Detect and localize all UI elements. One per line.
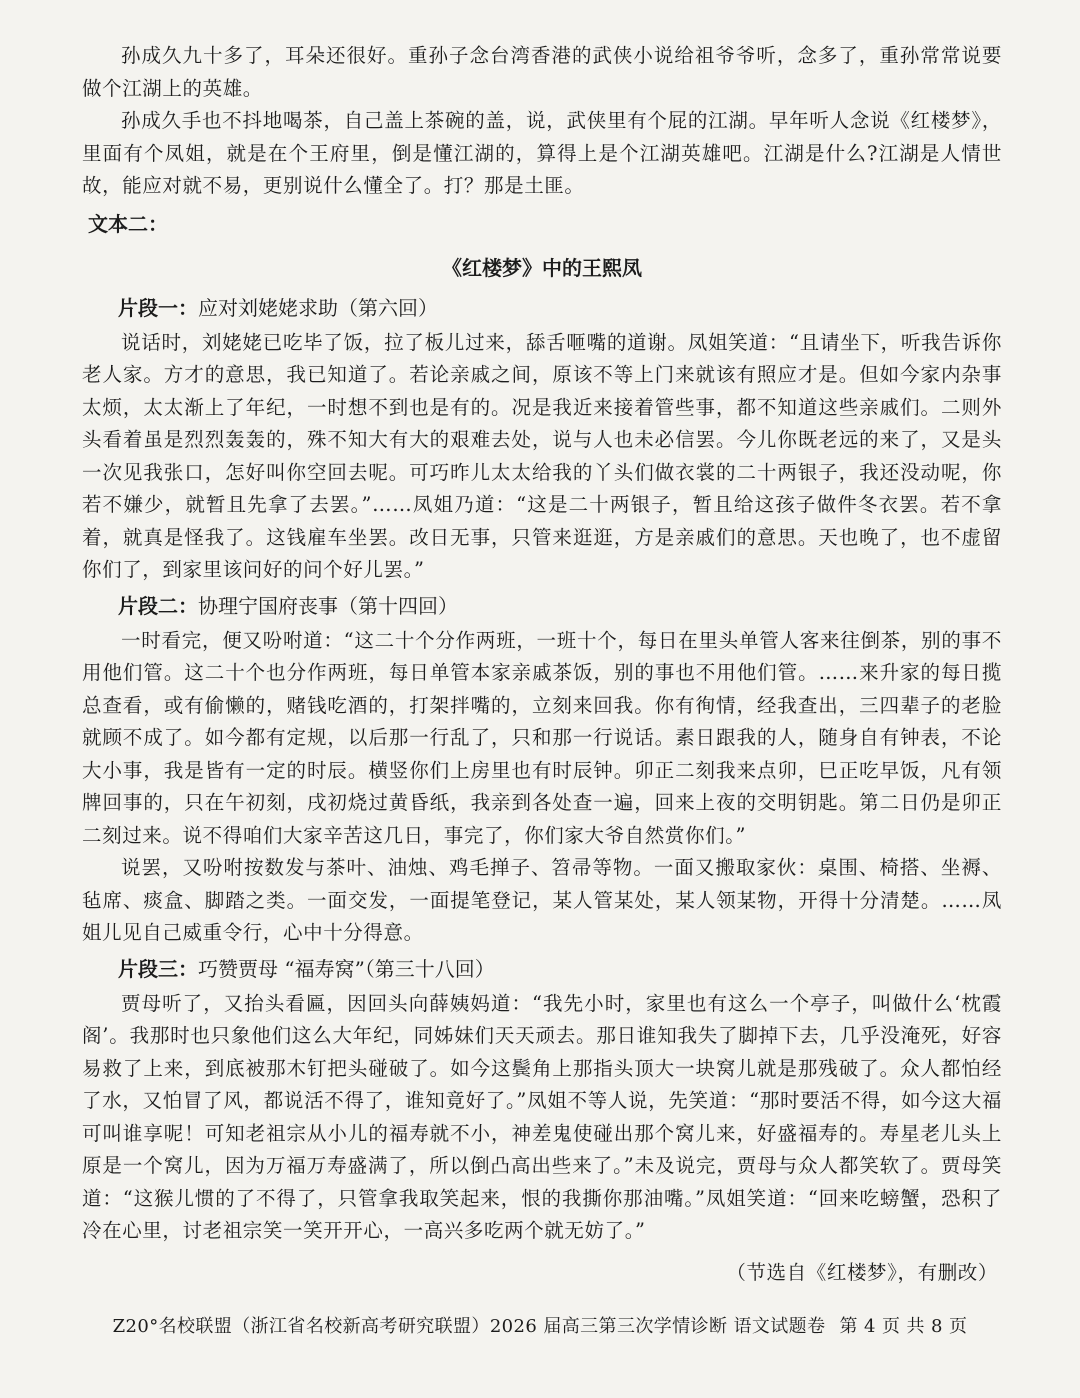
segment-title: 应对刘姥姥求助（第六回）	[198, 295, 438, 320]
segment-three	[82, 952, 1002, 1248]
page-footer	[0, 1312, 1080, 1338]
segment-title: 巧赞贾母 “福寿窝”（第三十八回）	[198, 956, 495, 981]
segment-heading	[118, 952, 1002, 986]
text-one-paragraph: 孙成久手也不抖地喝茶，自己盖上茶碗的盖，说，武侠里有个屁的江湖。早年听人念说《红楼梦》，里面有个凤姐，就是在个王府里，倒是懂江湖的，算得上是个江湖英雄吧。江湖是什么?江湖是人情世故，能应对就不易，更别说什么懂全了。打？那是土匪。	[82, 109, 1002, 197]
segment-label: 片段三：	[118, 956, 198, 981]
text-one	[82, 40, 1002, 203]
segment-title: 协理宁国府丧事（第十四回）	[198, 593, 458, 618]
page-number: 第 4 页 共 8 页	[839, 1316, 968, 1337]
segment-paragraph: 说罢，又吩咐按数发与茶叶、油烛、鸡毛掸子、笤帚等物。一面又搬取家伙：桌围、椅搭、坐褥、毡席、痰盒、脚踏之类。一面交发，一面提笔登记，某人管某处，某人领某物，开得十分清楚。……凤姐儿见自己威重令行，心中十分得意。	[82, 856, 1002, 944]
segment-heading	[118, 589, 1002, 623]
exam-title: Z20°名校联盟（浙江省名校新高考研究联盟）2026 届高三第三次学情诊断 语文试题卷	[112, 1316, 826, 1337]
segment-paragraph: 一时看完，便又吩咐道：“这二十个分作两班，一班十个，每日在里头单管人客来往倒茶，别的事不用他们管。这二十个也分作两班，每日单管本家亲戚茶饭，别的事也不用他们管。……来升家的每日揽总查看，或有偷懒的，赌钱吃酒的，打架拌嘴的，立刻来回我。你有徇情，经我查出，三四辈子的老脸就顾不成了。如今都有定规，以后那一行乱了，只和那一行说话。素日跟我的人，随身自有钟表，不论大小事，我是皆有一定的时辰。横竖你们上房里也有时辰钟。卯正二刻我来点卯，巳正吃早饭，凡有领牌回事的，只在午初刻，戌初烧过黄昏纸，我亲到各处查一遍，回来上夜的交明钥匙。第二日仍是卯正二刻过来。说不得咱们大家辛苦这几日，事完了，你们家大爷自然赏你们。”	[82, 628, 1002, 847]
segment-paragraph: 贾母听了，又抬头看匾，因回头向薛姨妈道：“我先小时，家里也有这么一个亭子，叫做什么‘枕霞阁’。我那时也只象他们这么大年纪，同姊妹们天天顽去。那日谁知我失了脚掉下去，几乎没淹死，好容易救了上来，到底被那木钉把头碰破了。如今这鬓角上那指头顶大一块窝儿就是那残破了。众人都怕经了水，又怕冒了风，都说活不得了，谁知竟好了。”凤姐不等人说，先笑道：“那时要活不得，如今这大福可叫谁享呢！可知老祖宗从小儿的福寿就不小，神差鬼使碰出那个窝儿来，好盛福寿的。寿星老儿头上原是一个窝儿，因为万福万寿盛满了，所以倒凸高出些来了。”未及说完，贾母与众人都笑软了。贾母笑道：“这猴儿惯的了不得了，只管拿我取笑起来，恨的我撕你那油嘴。”凤姐笑道：“回来吃螃蟹，恐积了冷在心里，讨老祖宗笑一笑开开心，一高兴多吃两个就无妨了。”	[82, 991, 1002, 1242]
segment-label: 片段二：	[118, 593, 198, 618]
segment-heading	[118, 291, 1002, 325]
segment-paragraph: 说话时，刘姥姥已吃毕了饭，拉了板儿过来，舔舌咂嘴的道谢。凤姐笑道：“且请坐下，听我告诉你老人家。方才的意思，我已知道了。若论亲戚之间，原该不等上门来就该有照应才是。但如今家内杂事太烦，太太渐上了年纪，一时想不到也是有的。况是我近来接着管些事，都不知道这些亲戚们。二则外头看着虽是烈烈轰轰的，殊不知大有大的艰难去处，说与人也未必信罢。今儿你既老远的来了，又是头一次见我张口，怎好叫你空回去呢。可巧昨儿太太给我的丫头们做衣裳的二十两银子，我还没动呢，你若不嫌少，就暂且先拿了去罢。”……凤姐乃道：“这是二十两银子，暂且给这孩子做件冬衣罢。若不拿着，就真是怪我了。这钱雇车坐罢。改日无事，只管来逛逛，方是亲戚们的意思。天也晚了，也不虚留你们了，到家里该问好的问个好儿罢。”	[82, 330, 1002, 581]
text-two-label: 文本二：	[88, 211, 168, 236]
source-note: （节选自《红楼梦》，有删改）	[726, 1260, 998, 1284]
text-one-paragraph: 孙成久九十多了，耳朵还很好。重孙子念台湾香港的武侠小说给祖爷爷听，念多了，重孙常常说要做个江湖上的英雄。	[82, 44, 1002, 100]
segment-one	[82, 291, 1002, 587]
segment-two	[82, 589, 1002, 950]
segment-label: 片段一：	[118, 295, 198, 320]
text-two-title: 《红楼梦》中的王熙凤	[442, 255, 642, 280]
